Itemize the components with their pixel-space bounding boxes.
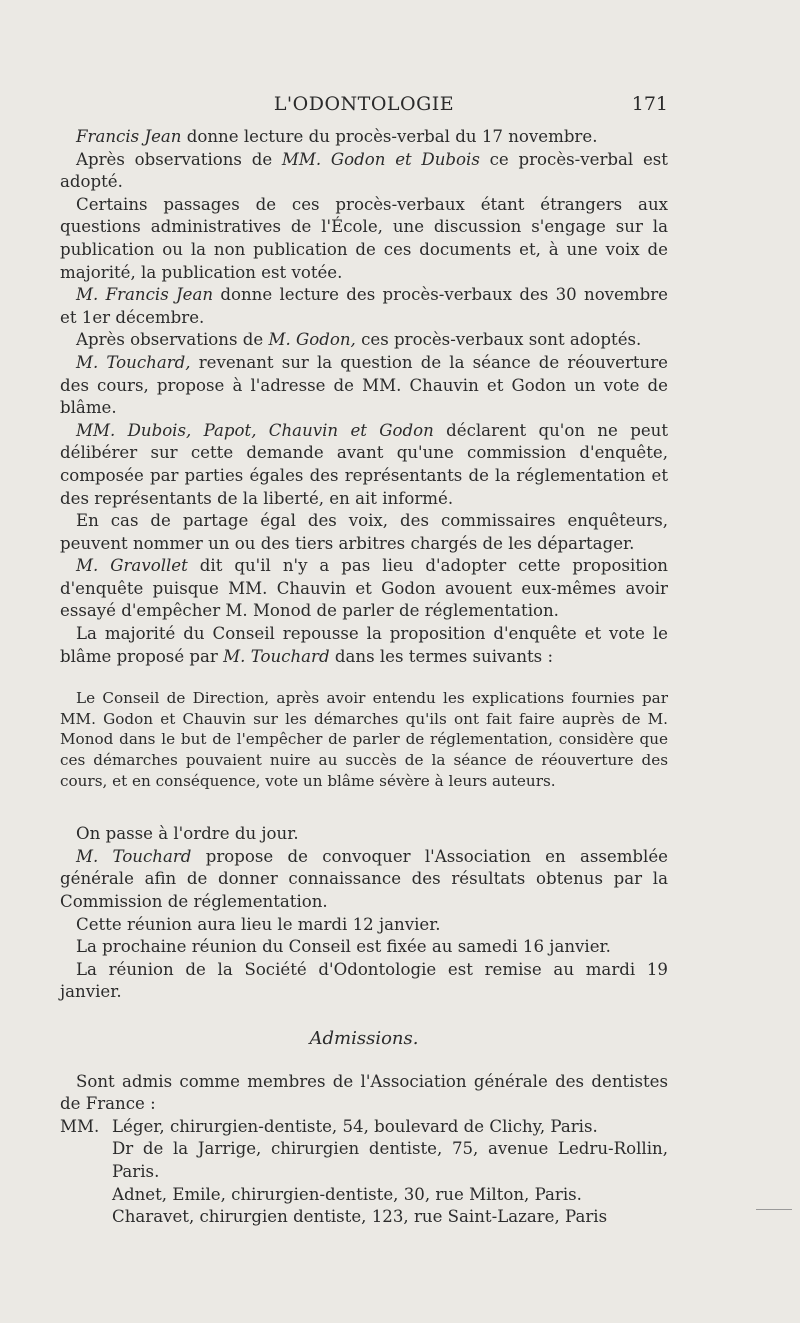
paragraph: M. Francis Jean donne lecture des procès-verbaux des 30 novembre et 1er décembre. xyxy=(60,285,668,327)
margin-mark xyxy=(756,1209,792,1210)
paragraph: La majorité du Conseil repousse la proposition d'enquête et vote le blâme proposé par M. Touchard dans les termes suivants : xyxy=(60,624,668,666)
admission-entry: Léger, chirurgien-dentiste, 54, boulevard de Clichy, Paris. xyxy=(112,1116,598,1136)
list-prefix xyxy=(60,1184,112,1207)
paragraph: Francis Jean donne lecture du procès-verbal du 17 novembre. xyxy=(76,127,598,146)
paragraph: On passe à l'ordre du jour. xyxy=(76,824,299,844)
list-item xyxy=(60,1138,668,1183)
speaker-name: M. Gravollet xyxy=(76,556,188,576)
paragraph: Après observations de M. Godon, ces procès-verbaux sont adoptés. xyxy=(76,330,642,350)
paragraph: Certains passages de ces procès-verbaux étant étrangers aux questions administratives de l'École, une discussion s'engage sur la publication ou la non publication de ces documents et, à une voix de majorité, la publication est votée. xyxy=(60,194,668,282)
page-number: 171 xyxy=(631,93,668,115)
article-body xyxy=(60,126,668,1229)
paragraph: M. Touchard propose de convoquer l'Association en assemblée générale afin de donner connaissance des résultats obtenus par la Commission de réglementation. xyxy=(60,846,668,911)
speaker-name: M. Francis Jean xyxy=(76,285,214,305)
admissions-intro: Sont admis comme membres de l'Association générale des dentistes de France : xyxy=(60,1071,668,1114)
speaker-name: Francis Jean xyxy=(76,127,182,146)
list-item xyxy=(60,1184,668,1207)
list-item xyxy=(60,1116,668,1139)
speaker-name: M. Touchard xyxy=(223,646,330,666)
section-heading: Admissions. xyxy=(309,1027,419,1049)
running-title: L'ODONTOLOGIE xyxy=(273,93,455,115)
paragraph: La prochaine réunion du Conseil est fixée au samedi 16 janvier. xyxy=(76,937,611,957)
list-prefix xyxy=(60,1138,112,1183)
speaker-name: MM. Dubois, Papot, Chauvin et Godon xyxy=(76,420,434,440)
paragraph: Cette réunion aura lieu le mardi 12 janvier. xyxy=(76,914,441,934)
paragraph: MM. Dubois, Papot, Chauvin et Godon déclarent qu'on ne peut délibérer sur cette demande avant qu'une commission d'enquête, composée par parties égales des représentants de la réglementation et des représentants de la liberté, en ait informé. xyxy=(60,420,668,508)
admission-entry: Adnet, Emile, chirurgien-dentiste, 30, rue Milton, Paris. xyxy=(112,1184,582,1204)
paragraph: En cas de partage égal des voix, des commissaires enquêteurs, peuvent nommer un ou des tiers arbitres chargés de les départager. xyxy=(60,511,668,553)
paragraph: Après observations de MM. Godon et Dubois ce procès-verbal est adopté. xyxy=(60,149,668,192)
list-item xyxy=(60,1206,668,1229)
admission-entry: Charavet, chirurgien dentiste, 123, rue Saint-Lazare, Paris xyxy=(112,1207,608,1227)
resolution-quote: Le Conseil de Direction, après avoir entendu les explications fournies par MM. Godon et Chauvin sur les démarches qu'ils ont fait faire auprès de M. Monod dans le but de l'empêcher de parler de réglementation, considère que ces démarches pouvaient nuire au succès de la séance de réouverture des cours, et en conséquence, vote un blâme sévère à leurs auteurs. xyxy=(60,689,668,790)
speaker-name: M. Godon, xyxy=(268,330,356,350)
paragraph: M. Gravollet dit qu'il n'y a pas lieu d'adopter cette proposition d'enquête puisque MM. Chauvin et Godon avouent eux-mêmes avoir essayé d'empêcher M. Monod de parler de réglementation. xyxy=(60,556,668,621)
list-prefix xyxy=(60,1206,112,1229)
paragraph: M. Touchard, revenant sur la question de la séance de réouverture des cours, propose à l'adresse de MM. Chauvin et Godon un vote de blâme. xyxy=(60,352,668,418)
speaker-name: M. Touchard, xyxy=(76,352,191,372)
speaker-name: MM. Godon et Dubois xyxy=(281,149,480,169)
page-header xyxy=(60,93,668,119)
admissions-list xyxy=(60,1116,668,1229)
admission-entry: Dr de la Jarrige, chirurgien dentiste, 75, avenue Ledru-Rollin, Paris. xyxy=(112,1139,668,1181)
paragraph: La réunion de la Société d'Odontologie est remise au mardi 19 janvier. xyxy=(60,959,668,1002)
list-prefix: MM. xyxy=(60,1116,100,1136)
speaker-name: M. Touchard xyxy=(76,846,192,866)
